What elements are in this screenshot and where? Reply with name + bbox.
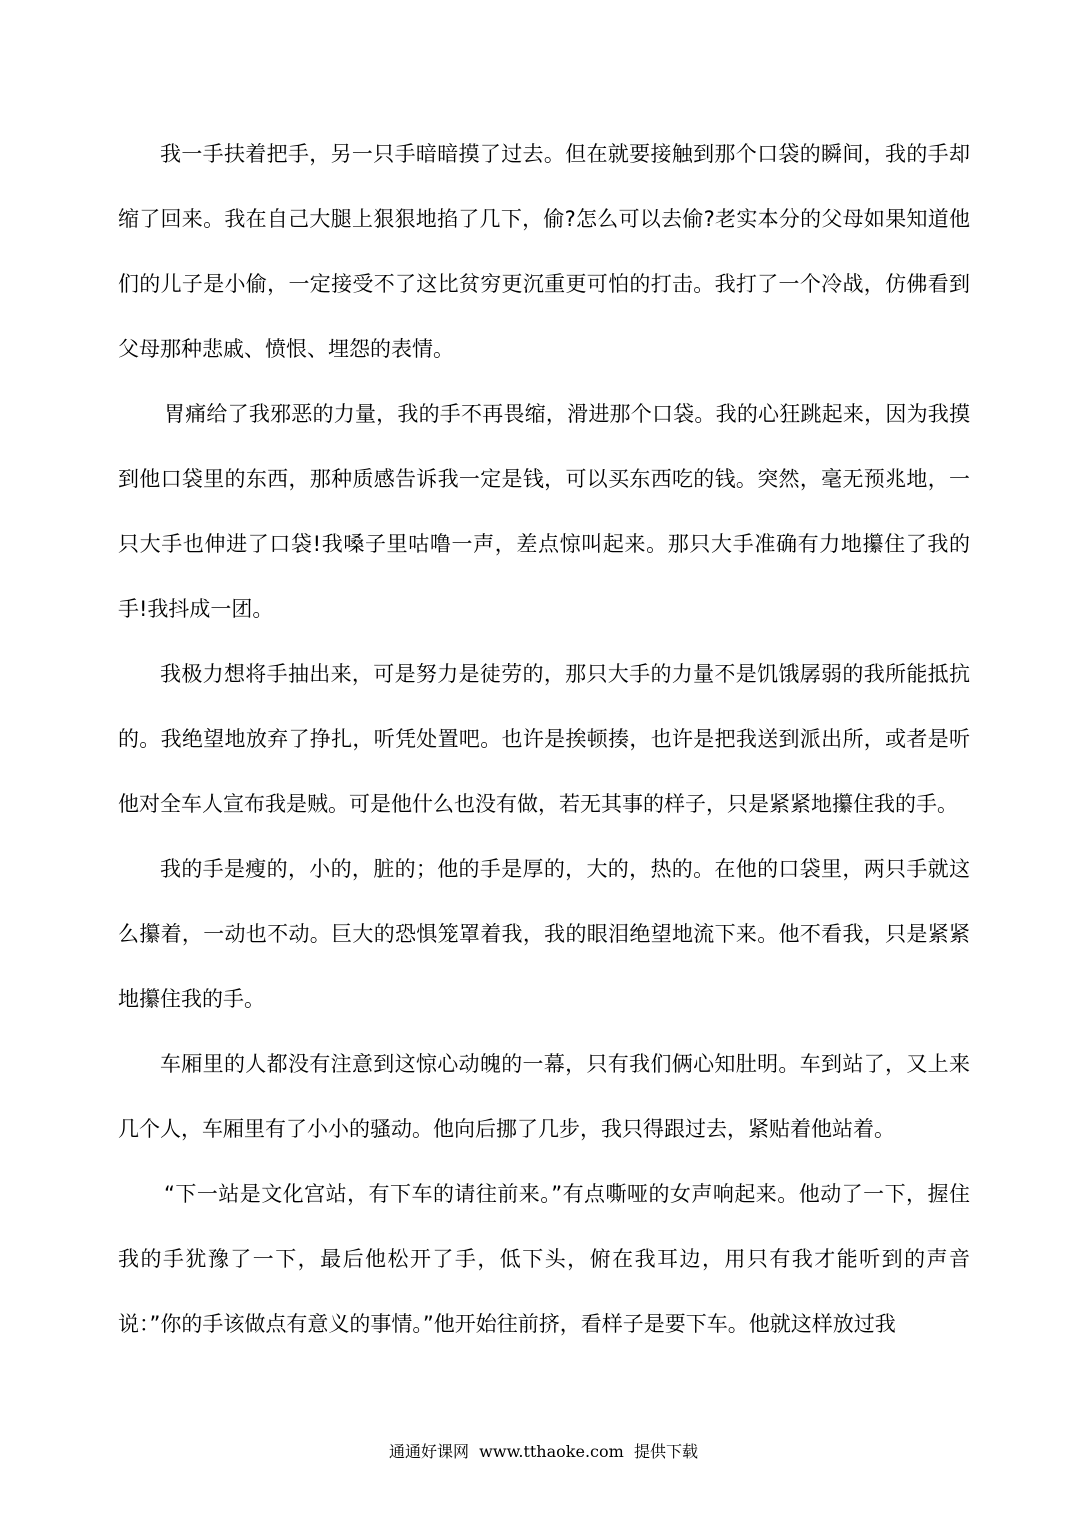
paragraph-1: 我一手扶着把手，另一只手暗暗摸了过去。但在就要接触到那个口袋的瞬间，我的手却缩了回来。我在自己大腿上狠狠地掐了几下，偷?怎么可以去偷?老实本分的父母如果知道他们的儿子是小偷，一定接受不了这比贫穷更沉重更可怕的打击。我打了一个冷战，仿佛看到父母那种悲戚、愤恨、埋怨的表情。: [118, 142, 970, 361]
paragraph-6: “下一站是文化宫站，有下车的请往前来。”有点嘶哑的女声响起来。他动了一下，握住我的手犹豫了一下，最后他松开了手，低下头，俯在我耳边，用只有我才能听到的声音说：”你的手该做点有意义的事情。”他开始往前挤，看样子是要下车。他就这样放过我: [118, 1182, 970, 1336]
paragraph-2: 胃痛给了我邪恶的力量，我的手不再畏缩，滑进那个口袋。我的心狂跳起来，因为我摸到他口袋里的东西，那种质感告诉我一定是钱，可以买东西吃的钱。突然，毫无预兆地，一只大手也伸进了口袋!我嗓子里咕噜一声，差点惊叫起来。那只大手准确有力地攥住了我的手!我抖成一团。: [118, 402, 970, 621]
paragraph-3: 我极力想将手抽出来，可是努力是徒劳的，那只大手的力量不是饥饿孱弱的我所能抵抗的。我绝望地放弃了挣扎，听凭处置吧。也许是挨顿揍，也许是把我送到派出所，或者是听他对全车人宣布我是贼。可是他什么也没有做，若无其事的样子，只是紧紧地攥住我的手。: [118, 662, 970, 816]
paragraph-5: 车厢里的人都没有注意到这惊心动魄的一幕，只有我们俩心知肚明。车到站了，又上来几个人，车厢里有了小小的骚动。他向后挪了几步，我只得跟过去，紧贴着他站着。: [118, 1052, 970, 1141]
page-footer: 通通好课网 www.tthaoke.com 提供下载: [389, 1442, 698, 1461]
document-body: [118, 122, 970, 1357]
paragraph-4: 我的手是瘦的，小的，脏的；他的手是厚的，大的，热的。在他的口袋里，两只手就这么攥着，一动也不动。巨大的恐惧笼罩着我，我的眼泪绝望地流下来。他不看我，只是紧紧地攥住我的手。: [118, 857, 970, 1011]
